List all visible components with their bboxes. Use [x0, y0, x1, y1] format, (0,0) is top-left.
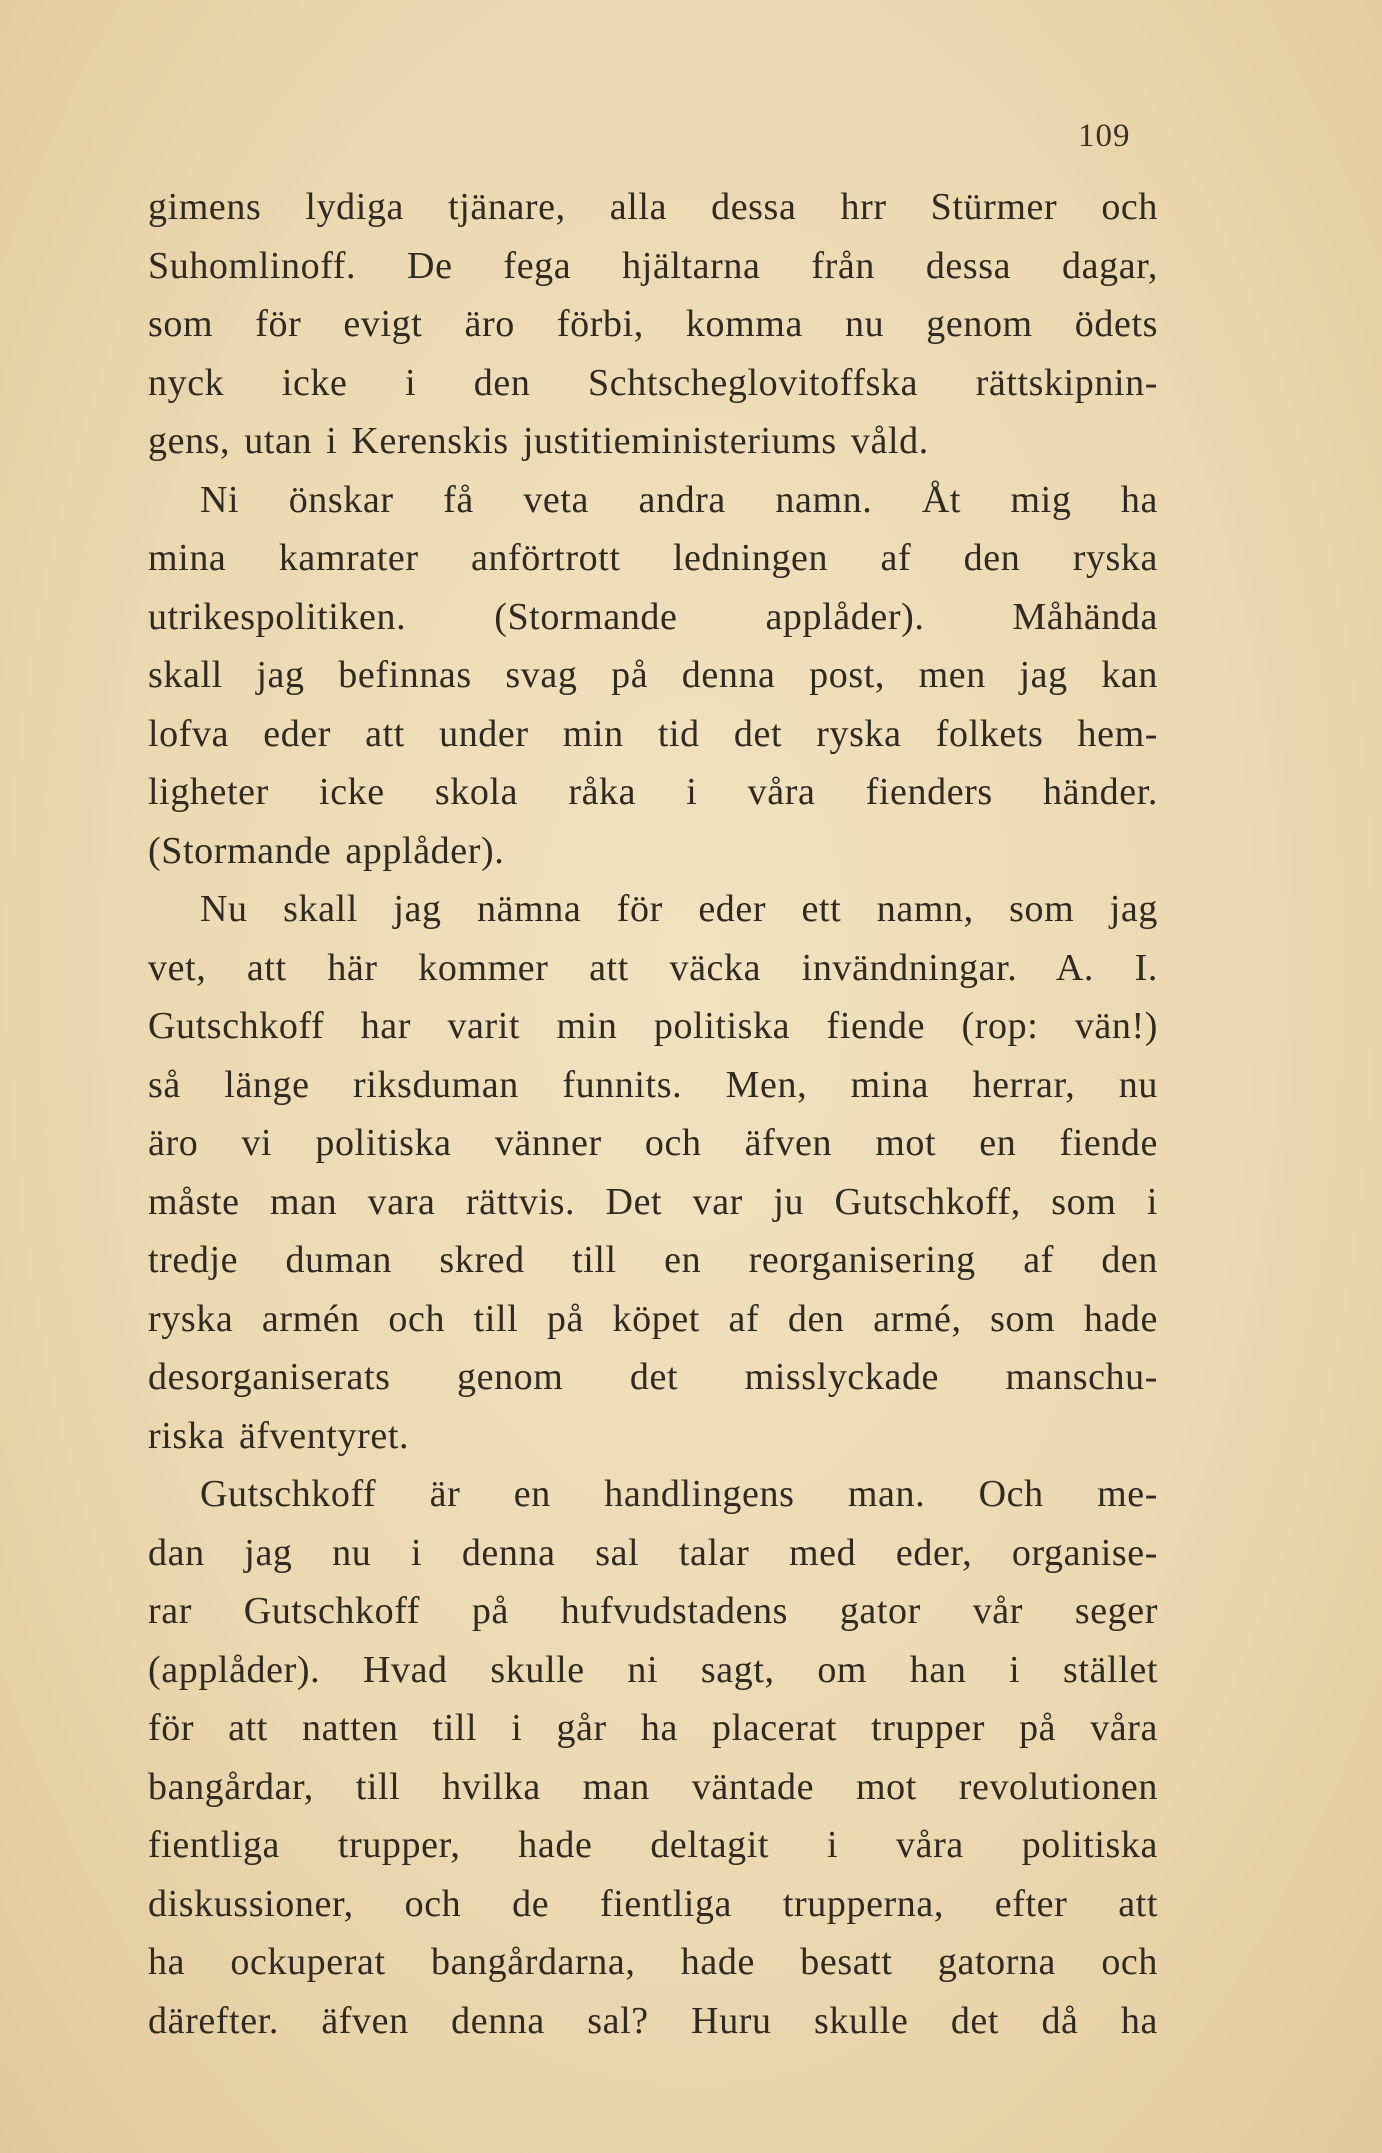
- text-line: Nu skall jag nämna för eder ett namn, som jag: [200, 888, 1158, 930]
- text-line: tredje duman skred till en reorganisering af den: [148, 1239, 1158, 1281]
- text-line: nyck icke i den Schtscheglovitoffska rättskipnin-: [148, 361, 1158, 404]
- body-text: [148, 178, 1158, 2050]
- text-line: äro vi politiska vänner och äfven mot en fiende: [148, 1122, 1158, 1164]
- text-line: dan jag nu i denna sal talar med eder, organise-: [148, 1531, 1158, 1574]
- text-line: utrikespolitiken. (Stormande applåder). Måhända: [148, 595, 1158, 638]
- page-number: 109: [1078, 118, 1131, 154]
- text-line: lofva eder att under min tid det ryska folkets hem-: [148, 712, 1158, 755]
- text-line: riska äfventyret.: [148, 1414, 410, 1457]
- text-line: gens, utan i Kerenskis justitieministeriums våld.: [148, 420, 929, 462]
- text-line: bangårdar, till hvilka man väntade mot revolutionen: [148, 1765, 1158, 1808]
- text-line: fientliga trupper, hade deltagit i våra politiska: [148, 1824, 1158, 1866]
- text-line: (Stormande applåder).: [148, 829, 505, 872]
- text-line: Gutschkoff har varit min politiska fiende (rop: vän!): [148, 1005, 1158, 1047]
- text-line: diskussioner, och de fientliga trupperna, efter att: [148, 1882, 1158, 1925]
- text-line: skall jag befinnas svag på denna post, men jag kan: [148, 654, 1158, 696]
- text-line: mina kamrater anförtrott ledningen af den ryska: [148, 537, 1158, 579]
- text-line: (applåder). Hvad skulle ni sagt, om han i stället: [148, 1648, 1158, 1691]
- text-line: ligheter icke skola råka i våra fienders händer.: [148, 771, 1158, 813]
- text-line: som för evigt äro förbi, komma nu genom ödets: [148, 303, 1158, 345]
- text-line: måste man vara rättvis. Det var ju Gutschkoff, som i: [148, 1180, 1158, 1223]
- text-line: desorganiserats genom det misslyckade manschu-: [148, 1356, 1158, 1398]
- text-line: rar Gutschkoff på hufvudstadens gator vår seger: [148, 1590, 1158, 1632]
- text-line: vet, att här kommer att väcka invändningar. A. I.: [148, 946, 1158, 989]
- text-line: Gutschkoff är en handlingens man. Och me-: [200, 1473, 1158, 1515]
- text-line: ryska armén och till på köpet af den armé, som hade: [148, 1297, 1158, 1340]
- text-line: ha ockuperat bangårdarna, hade besatt gatorna och: [148, 1941, 1158, 1983]
- text-line: Ni önskar få veta andra namn. Åt mig ha: [200, 478, 1158, 521]
- text-line: Suhomlinoff. De fega hjältarna från dessa dagar,: [148, 244, 1158, 287]
- text-line: därefter. äfven denna sal? Huru skulle det då ha: [148, 1999, 1158, 2042]
- text-line: för att natten till i går ha placerat trupper på våra: [148, 1707, 1158, 1749]
- text-line: så länge riksduman funnits. Men, mina herrar, nu: [148, 1063, 1158, 1106]
- text-line: gimens lydiga tjänare, alla dessa hrr Stürmer och: [148, 186, 1158, 228]
